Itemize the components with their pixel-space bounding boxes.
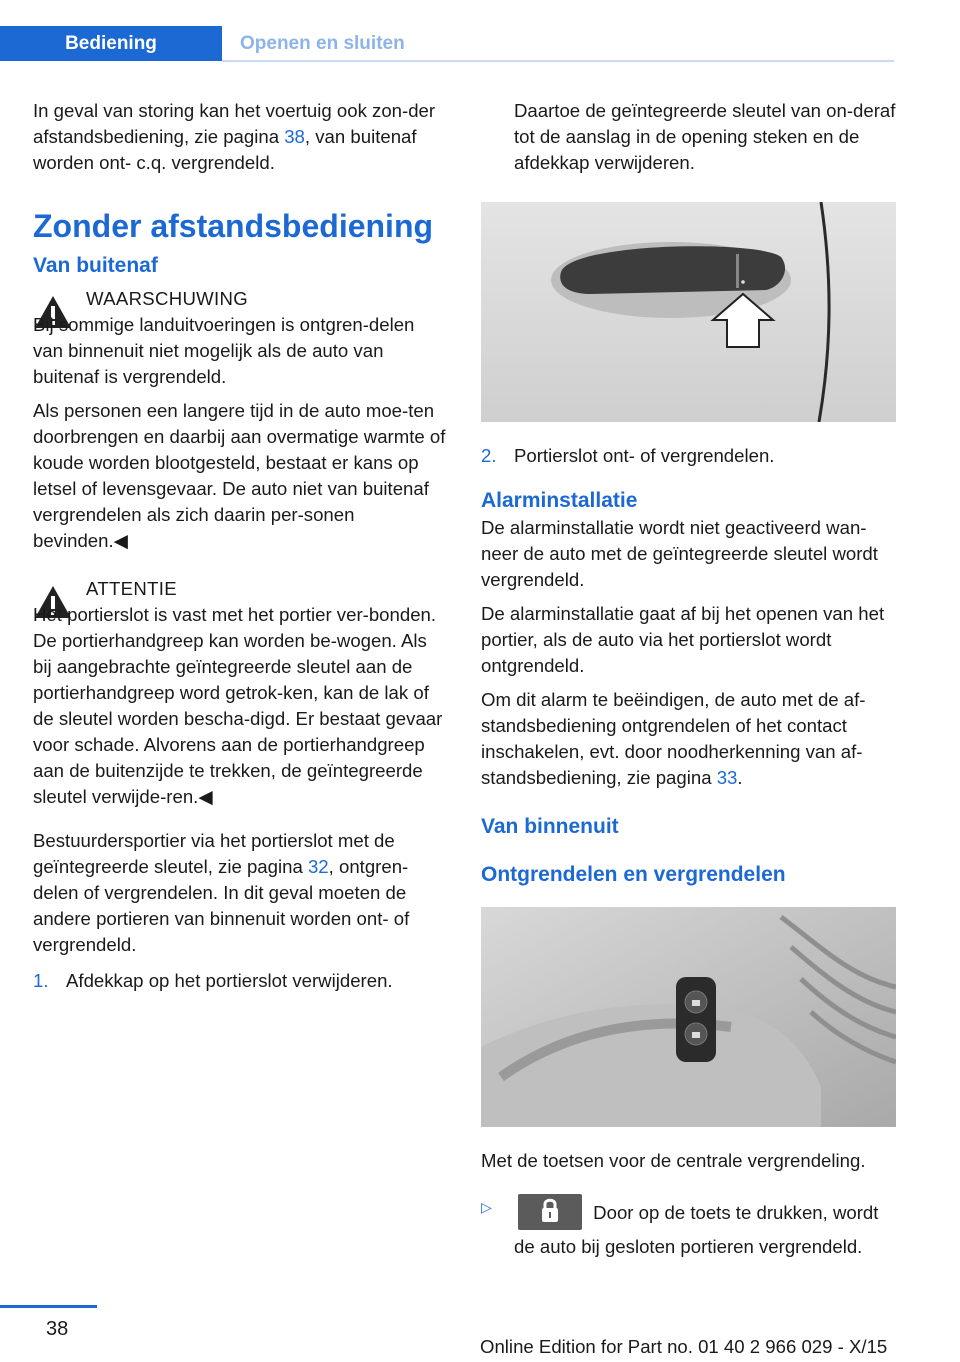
intro-text-a: In geval van storing kan het voertuig ook zon-der afstandsbediening, zie pagina [33,100,436,147]
heading-van-buitenaf: Van buitenaf [33,254,158,277]
door-handle-figure [481,202,896,422]
lock-text-a: Bestuurdersportier via het portierslot met de geïntegreerde sleutel, zie pagina [33,830,395,877]
alarm-paragraph-1: De alarminstallatie wordt niet geactiveerd wan-neer de auto met de geïntegreerde sleutel wordt vergrendeld. [481,517,878,590]
tab-openen-en-sluiten[interactable]: Openen en sluiten [240,33,405,54]
heading-van-binnenuit: Van binnenuit [481,815,619,838]
step-2-number: 2. [481,445,497,466]
footer-rule [0,1305,97,1308]
warning-text-2: Als personen een langere tijd in de auto moe-ten doorbrengen en daarbij aan overmatige warmte of koude worden blootgesteld, bestaat er kans op letsel of levensgevaar. De auto niet van buitenaf vergrendelen als zich daarin per-sonen bevinden.◀ [33,400,446,551]
link-page-32[interactable]: 32 [307,856,329,877]
warning-title: WAARSCHUWING [86,288,248,309]
link-page-33[interactable]: 33 [716,767,738,788]
heading-ontgrendelen-en-vergrendelen: Ontgrendelen en vergrendelen [481,863,786,886]
figure-caption: Met de toetsen voor de centrale vergrendeling. [481,1150,866,1171]
bullet-content [514,1194,896,1260]
tab-bediening[interactable]: Bediening [0,26,222,61]
header-rule [222,60,894,62]
intro-paragraph [33,98,448,176]
bullet-text: Door op de toets te drukken, wordt de auto bij gesloten portieren vergrendeld. [514,1201,879,1257]
step-1-number: 1. [33,970,49,991]
heading-alarminstallatie: Alarminstallatie [481,489,638,512]
interior-lock-buttons-figure [481,907,896,1127]
left-column [33,98,448,994]
link-page-38[interactable]: 38 [284,126,305,147]
warning-block [33,286,448,562]
alarm-paragraph-3 [481,687,896,791]
alarm-text-a: Om dit alarm te beëindigen, de auto met de af-standsbediening ontgrendelen of het contact inschakelen, evt. door noodherkenning van af-standsbediening, zie pagina [481,689,866,788]
attention-block [33,576,448,818]
lock-button-icon [518,1194,582,1230]
header-tabs [0,26,894,61]
step-1-continued: Daartoe de geïntegreerde sleutel van on-deraf tot de aanslag in de opening steken en de afdekkap verwijderen. [514,100,896,173]
bullet-item [481,1194,896,1260]
warning-text: Bij sommige landuitvoeringen is ontgren-delen van binnenuit niet mogelijk als de auto van buitenaf is vergrendeld. [33,314,415,387]
edition-note: Online Edition for Part no. 01 40 2 966 029 - X/15 [480,1336,888,1357]
heading-zonder-afstandsbediening: Zonder afstandsbediening [33,208,434,244]
step-1-text: Afdekkap op het portierslot verwijderen. [66,970,393,991]
intro-text-b: , van buitenaf worden ont- c.q. vergrendeld. [33,126,417,173]
page-number: 38 [46,1318,69,1340]
step-1 [33,968,448,994]
alarm-text-b: . [737,767,743,788]
lock-text-b: , ontgren-delen of vergrendelen. In dit geval moeten de andere portieren van binnenuit worden ont- of vergrendeld. [33,856,410,955]
right-column [481,98,896,1260]
alarm-paragraph-2: De alarminstallatie gaat af bij het openen van het portier, als de auto via het portierslot wordt ontgrendeld. [481,603,885,676]
bullet-marker: ▷ [481,1199,492,1215]
step-2 [481,443,896,469]
attention-title: ATTENTIE [86,578,177,599]
lock-paragraph [33,828,448,958]
step-2-text: Portierslot ont- of vergrendelen. [514,445,775,466]
attention-text: Het portierslot is vast met het portier ver-bonden. De portierhandgreep kan worden be-wogen. Als bij aangebrachte geïntegreerde sleutel aan de portierhandgreep word getrok-ken, kan de lak of de sleutel worden bescha-digd. Er bestaat gevaar voor schade. Alvorens aan de portierhandgreep aan de buitenzijde te trekken, de geïntegreerde sleutel verwijde-ren.◀ [33,604,443,807]
